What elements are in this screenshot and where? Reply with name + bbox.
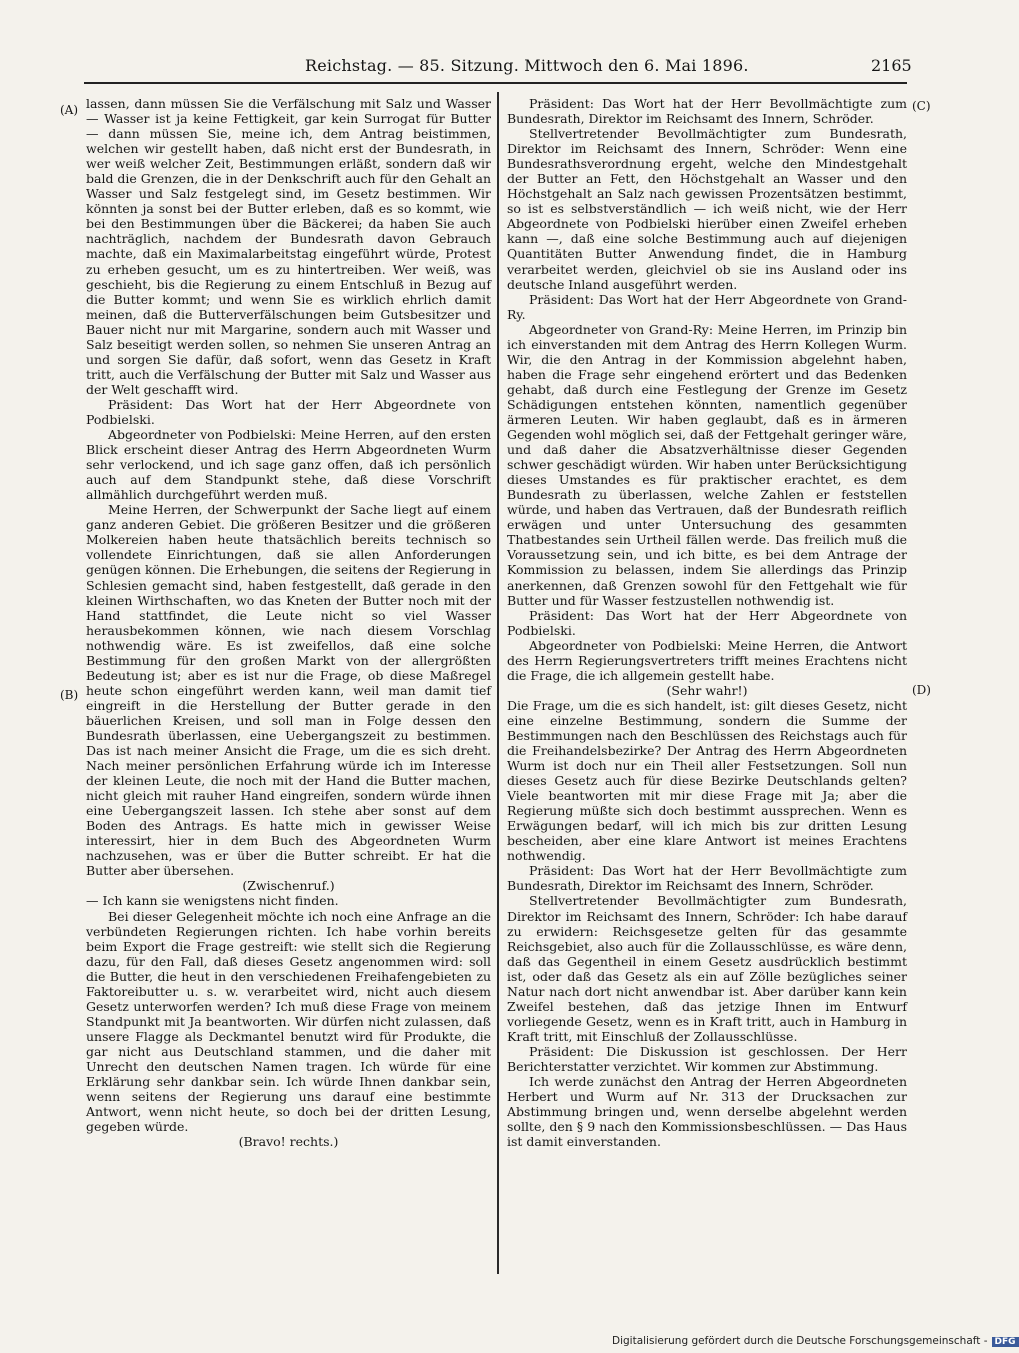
paragraph: Bei dieser Gelegenheit möchte ich noch eine Anfrage an die verbündeten Regierungen richten. Ich habe vorhin bereits beim Export die Frage gestreift: wie stellt sich die Regierung dazu, für den Fall, daß dieses Gesetz angenommen wird: soll die Butter, die heut in den verschiedenen Freihafengebieten zu Faktoreibutter u. s. w. verarbeitet wird, nicht auch diesem Gesetz unterworfen werden? Ich muß diese Frage von meinem Standpunkt mit Ja beantworten. Wir dürfen nicht zulassen, daß unsere Flagge als Deckmantel benutzt wird für Produkte, die gar nicht aus Deutschland stammen, und die daher mit Unrecht den deutschen Namen tragen. Ich würde für eine Erklärung sehr dankbar sein. Ich würde Ihnen dankbar sein, wenn seitens der Regierung uns darauf eine bestimmte Antwort, wenn nicht heute, so doch bei der dritten Lesung, gegeben würde. bbox=[86, 908, 491, 1135]
paragraph: Präsident: Das Wort hat der Herr Bevollmächtigte zum Bundesrath, Direktor im Reichsamt des Innern, Schröder. bbox=[507, 863, 907, 894]
margin-mark-b: (B) bbox=[60, 688, 79, 702]
header-rule bbox=[84, 82, 907, 84]
margin-mark-d: (D) bbox=[912, 683, 931, 697]
page-header bbox=[0, 52, 1000, 82]
paragraph: Abgeordneter von Podbielski: Meine Herren, die Antwort des Herrn Regierungsvertreters trifft meines Erachtens nicht die Frage, die ich allgemein gestellt habe. bbox=[507, 637, 907, 683]
paragraph: lassen, dann müssen Sie die Verfälschung mit Salz und Wasser — Wasser ist ja keine Fettigkeit, gar kein Surrogat für Butter — dann müssen Sie, meine ich, dem Antrag beistimmen, welchen wir gestellt haben, daß nicht erst der Bundesrath, in wer weiß welcher Zeit, Bestimmungen erläßt, sondern daß wir bald die Grenzen, die in der Denkschrift auch für den Gehalt an Wasser und Salz festgelegt sind, im Gesetz bestimmen. Wir könnten ja sonst bei der Butter erleben, daß es so kommt, wie bei den Bestimmungen über die Bäckerei; da haben Sie auch nachträglich, nachdem der Bundesrath davon Gebrauch machte, daß ein Maximalarbeitstag eingeführt würde, Protest zu erheben gesucht, um es zu hintertreiben. Wer weiß, was geschieht, bis die Regierung zu einem Entschluß in Bezug auf die Butter kommt; und wenn Sie es wirklich ehrlich damit meinen, daß die Butterverfälschungen beim Gutsbesitzer und Bauer nicht nur mit Margarine, sondern auch mit Wasser und Salz beseitigt werden sollen, so nehmen Sie unseren Antrag an und sorgen Sie dafür, daß sofort, wenn das Gesetz in Kraft tritt, auch die Verfälschung der Butter mit Salz und Wasser aus der Welt geschafft wird. bbox=[86, 96, 491, 397]
dfg-logo: DFG bbox=[992, 1337, 1019, 1347]
interjection: (Zwischenruf.) bbox=[242, 878, 335, 894]
paragraph: Meine Herren, der Schwerpunkt der Sache liegt auf einem ganz anderen Gebiet. Die größeren Besitzer und die größeren Molkereien haben heute thatsächlich bereits technisch so vollendete Einrichtungen, daß sie allen Anforderungen genügen können. Die Erhebungen, die seitens der Regierung in Schlesien gemacht sind, haben festgestellt, daß gerade in den kleinen Wirthschaften, wo das Kneten der Butter noch mit der Hand stattfindet, die Leute nicht so viel Wasser herausbekommen können, wie nach diesem Vorschlag nothwendig wäre. Es ist zweifellos, daß eine solche Bestimmung für den großen Markt von der allergrößten Bedeutung ist; aber es ist nur die Frage, ob diese Maßregel heute schon eingeführt werden kann, weil man damit tief eingreift in die Herstellung der Butter gerade in den bäuerlichen Kreisen, und soll man in Folge dessen den Bundesrath überlassen, eine Uebergangszeit zu bestimmen. Das ist nach meiner Ansicht die Frage, um die es sich dreht. Nach meiner persönlichen Erfahrung würde ich im Interesse der kleinen Leute, die noch mit der Hand die Butter machen, nicht gleich mit rauher Hand eingreifen, sondern würde ihnen eine Uebergangszeit lassen. Ich stehe aber sonst auf dem Boden des Antrags. Es hatte mich in gewisser Weise interessirt, hier in dem Buch des Abgeordneten Wurm nachzusehen, was er über die Butter schreibt. Er hat die Butter aber übersehen. bbox=[86, 502, 491, 879]
paragraph: Stellvertretender Bevollmächtigter zum Bundesrath, Direktor im Reichsamt des Innern, Schröder: Wenn eine Bundesrathsverordnung ergeht, welche den Mindestgehalt der Butter an Fett, den Höchstgehalt an Wasser und den Höchstgehalt an Salz nach gewissen Prozentsätzen bestimmt, so ist es selbstverständlich — ich weiß nicht, wie der Herr Abgeordnete von Podbielski hierüber einen Zweifel erheben kann —, daß eine solche Bestimmung auch auf diejenigen Quantitäten Butter Anwendung findet, die in Hamburg verarbeitet werden, gleichviel ob sie ins Ausland oder ins deutsche Inland ausgeführt werden. bbox=[507, 126, 907, 292]
right-column bbox=[507, 96, 907, 1149]
footer-text: Digitalisierung gefördert durch die Deutsche Forschungsgemeinschaft - bbox=[612, 1335, 988, 1347]
running-title: Reichstag. — 85. Sitzung. Mittwoch den 6. Mai 1896. bbox=[305, 56, 749, 75]
interjection: (Bravo! rechts.) bbox=[238, 1134, 339, 1150]
paragraph: Ich werde zunächst den Antrag der Herren Abgeordneten Herbert und Wurm auf Nr. 313 der Drucksachen zur Abstimmung bringen und, wenn derselbe abgelehnt werden sollte, den § 9 nach den Kommissionsbeschlüssen. — Das Haus ist damit einverstanden. bbox=[507, 1074, 907, 1150]
paragraph: Präsident: Das Wort hat der Herr Abgeordnete von Grand-Ry. bbox=[507, 291, 907, 322]
footer-credit bbox=[612, 1335, 1019, 1347]
column-divider bbox=[497, 92, 499, 1274]
left-column bbox=[86, 96, 491, 1149]
paragraph: Die Frage, um die es sich handelt, ist: gilt dieses Gesetz, nicht eine einzelne Bestimmung, sondern die Summe der Bestimmungen nach den Beschlüssen des Reichstags auch für die Freihandelsbezirke? Der Antrag des Herrn Abgeordneten Wurm ist doch nur ein Theil aller Festsetzungen. Soll nun dieses Gesetz auch für diese Bezirke Deutschlands gelten? Viele beantworten mit mir diese Frage mit Ja; aber die Regierung müßte sich doch bestimmt aussprechen. Wenn es Erwägungen bedarf, will ich mich bis zur dritten Lesung bescheiden, aber eine klare Antwort ist meines Erachtens nothwendig. bbox=[507, 697, 907, 864]
paragraph: Stellvertretender Bevollmächtigter zum Bundesrath, Direktor im Reichsamt des Innern, Schröder: Ich habe darauf zu erwidern: Reichsgesetze gelten für das gesammte Reichsgebiet, also auch für die Zollausschlüsse, es wäre denn, daß das Gegentheil in einem Gesetz ausdrücklich bestimmt ist, oder daß das Gesetz als ein auf Zölle bezügliches seiner Natur nach dort nicht anwendbar ist. Aber darüber kann kein Zweifel bestehen, daß das jetzige Ihnen im Entwurf vorliegende Gesetz, wenn es in Kraft tritt, auch in Hamburg in Kraft tritt, mit Einschluß der Zollausschlüsse. bbox=[507, 893, 907, 1044]
page-number: 2165 bbox=[871, 56, 912, 75]
paragraph: Präsident: Das Wort hat der Herr Bevollmächtigte zum Bundesrath, Direktor im Reichsamt des Innern, Schröder. bbox=[507, 96, 907, 127]
paragraph: Präsident: Die Diskussion ist geschlossen. Der Herr Berichterstatter verzichtet. Wir kommen zur Abstimmung. bbox=[507, 1043, 907, 1074]
interjection: (Sehr wahr!) bbox=[666, 682, 748, 698]
paragraph: Präsident: Das Wort hat der Herr Abgeordnete von Podbielski. bbox=[507, 607, 907, 638]
margin-mark-c: (C) bbox=[912, 99, 931, 113]
paragraph: Abgeordneter von Grand-Ry: Meine Herren, im Prinzip bin ich einverstanden mit dem Antrag des Herrn Kollegen Wurm. Wir, die den Antrag in der Kommission abgelehnt haben, haben die Frage sehr eingehend erörtert und das Bedenken gehabt, daß durch eine Festlegung der Grenze im Gesetz Schädigungen entstehen könnten, namentlich gegenüber ärmeren Leuten. Wir haben geglaubt, daß es in ärmeren Gegenden wohl möglich sei, daß der Fettgehalt geringer wäre, und daß daher die Absatzverhältnisse dieser Gegenden schwer geschädigt würden. Wir haben unter Berücksichtigung dieses Umstandes es für praktischer erachtet, es dem Bundesrath zu überlassen, welche Zahlen er feststellen würde, und haben das Vertrauen, daß der Bundesrath reiflich erwägen und unter Untersuchung des gesammten Thatbestandes sein Urtheil fällen werde. Das freilich muß die Voraussetzung sein, und ich bitte, es bei dem Antrage der Kommission zu belassen, indem Sie allerdings das Prinzip anerkennen, daß Grenzen sowohl für den Fettgehalt wie für Butter und für Wasser festzustellen nothwendig ist. bbox=[507, 321, 907, 608]
paragraph: Abgeordneter von Podbielski: Meine Herren, auf den ersten Blick erscheint dieser Antrag des Herrn Abgeordneten Wurm sehr verlockend, und ich sage ganz offen, daß ich persönlich auch auf dem Standpunkt stehe, daß diese Vorschrift allmählich durchgeführt werden muß. bbox=[86, 427, 491, 503]
margin-mark-a: (A) bbox=[60, 103, 79, 117]
paragraph: Präsident: Das Wort hat der Herr Abgeordnete von Podbielski. bbox=[86, 396, 491, 427]
paragraph: — Ich kann sie wenigstens nicht finden. bbox=[86, 893, 339, 909]
